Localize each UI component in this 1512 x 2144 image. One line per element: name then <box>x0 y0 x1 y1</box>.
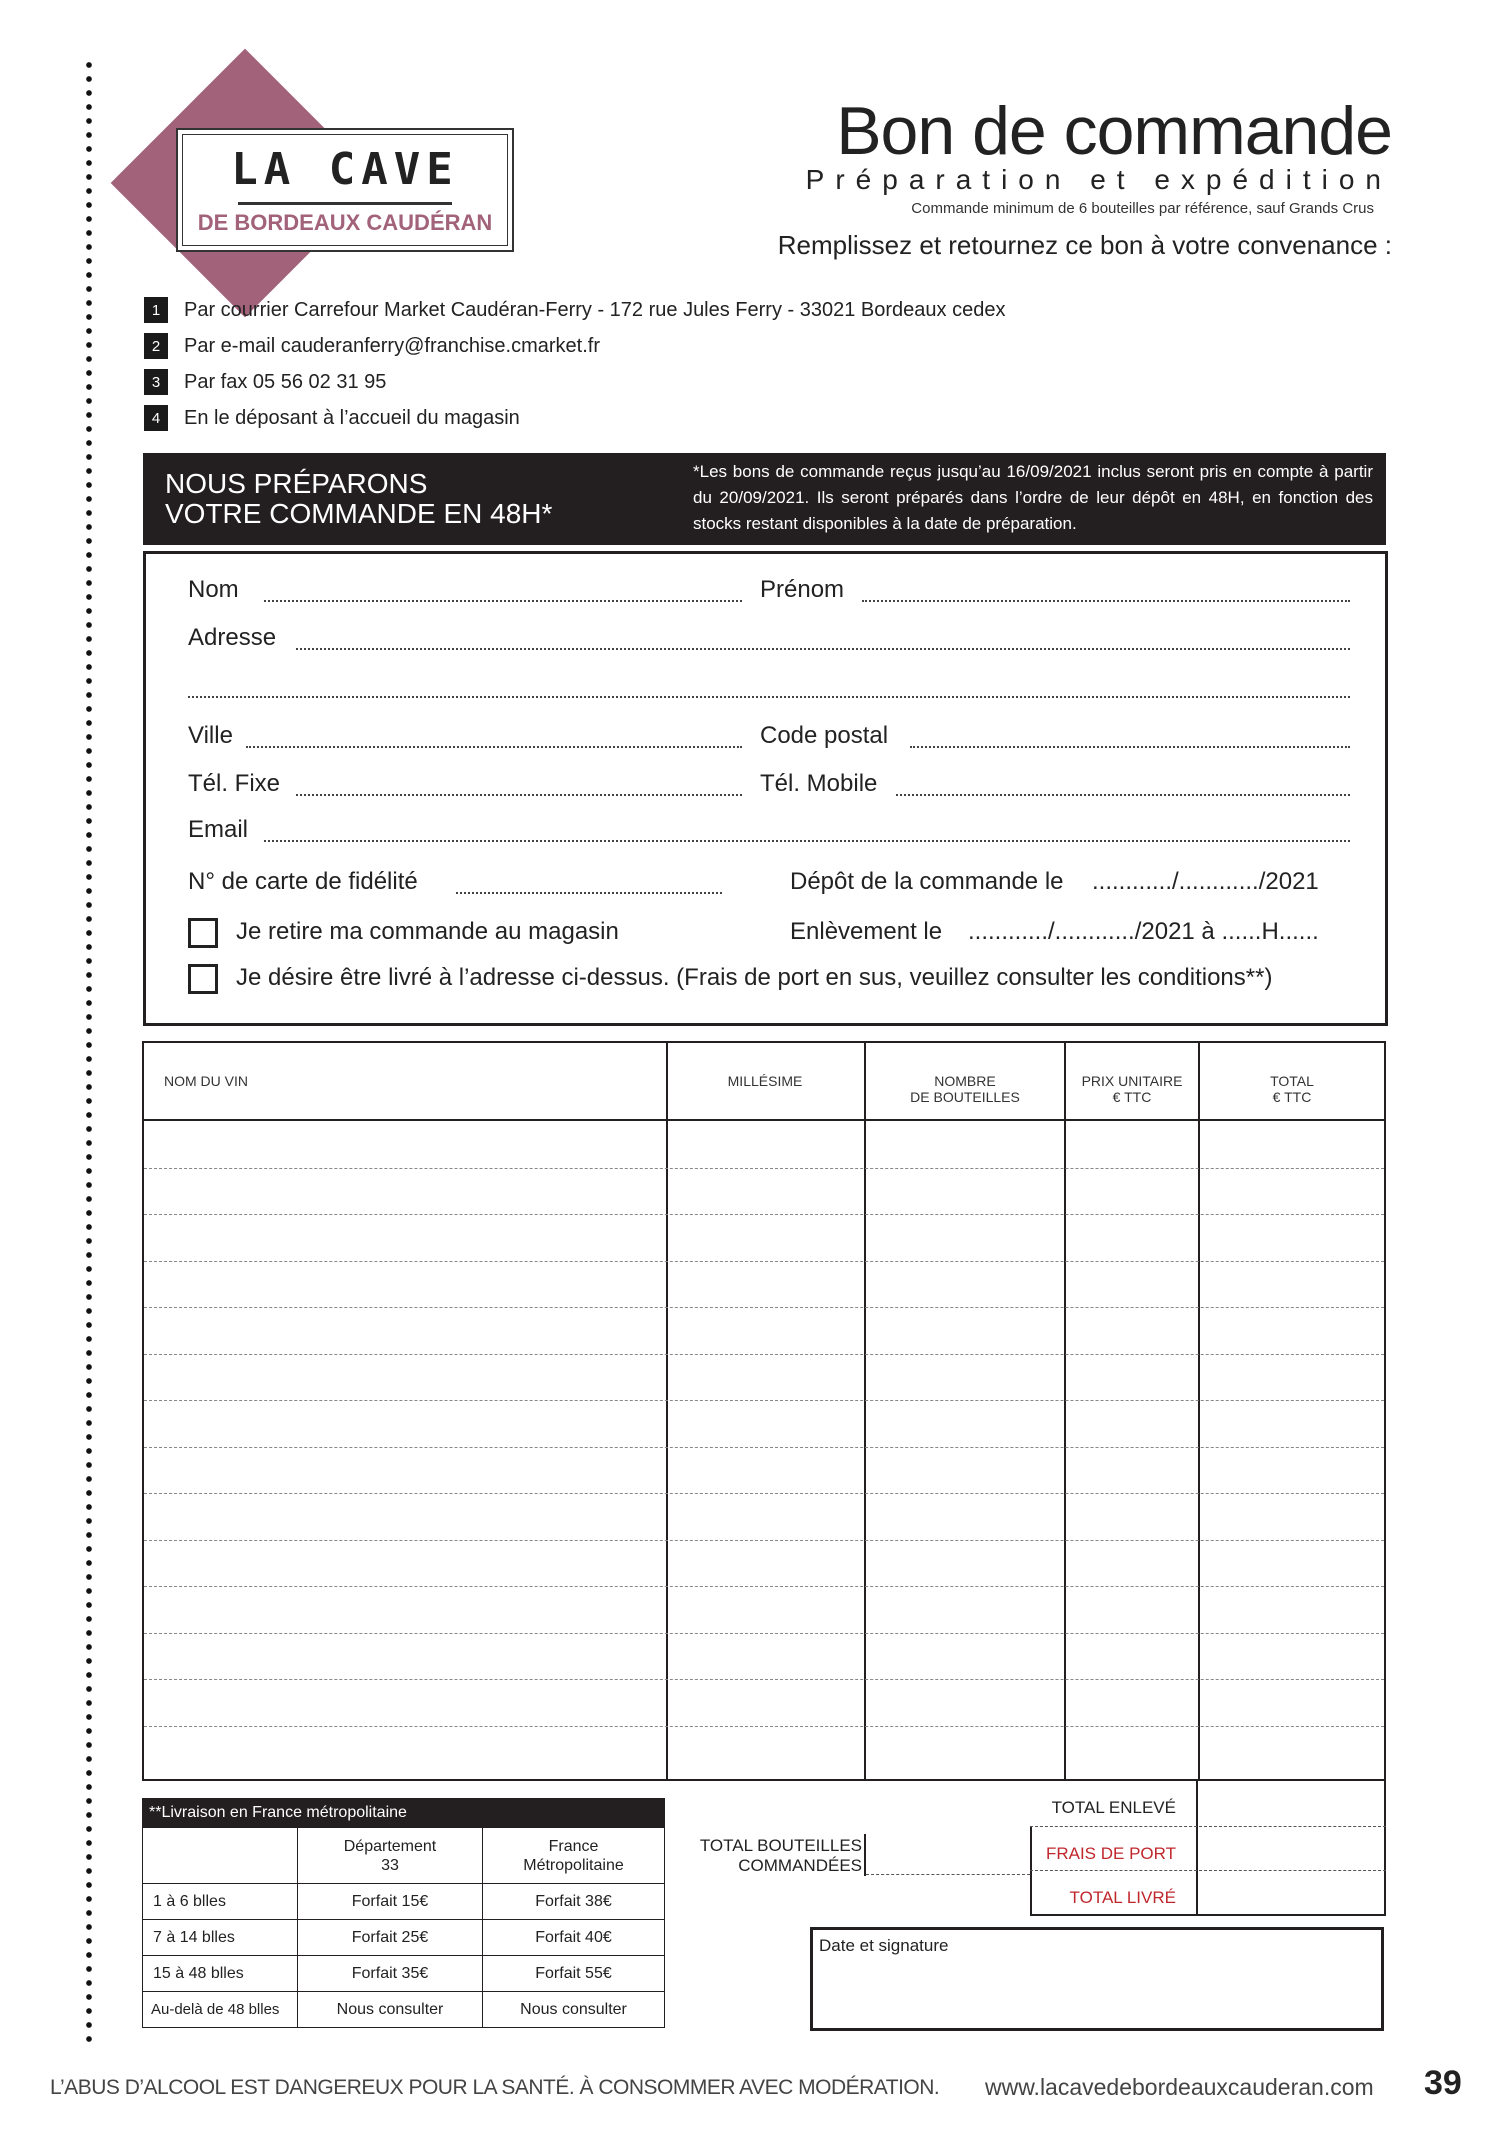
code-postal-field[interactable] <box>910 744 1350 748</box>
method-text: Par courrier Carrefour Market Caudéran-Ferry - 172 rue Jules Ferry - 33021 Bordeaux cedex <box>184 298 1006 321</box>
header-prix-unitaire <box>1066 1073 1198 1105</box>
shipping-head-fr <box>483 1828 665 1884</box>
retire-label: Je retire ma commande au magasin <box>236 918 619 945</box>
method-text: Par e-mail cauderanferry@franchise.cmarket.fr <box>184 334 600 357</box>
method-number: 4 <box>144 405 168 431</box>
total-line: TOTAL BOUTEILLES <box>699 1836 862 1855</box>
logo-title: LA CAVE <box>231 144 459 195</box>
shipping-row <box>143 1956 665 1992</box>
logo-rule <box>238 202 452 205</box>
table-row[interactable] <box>144 1400 1384 1402</box>
header-nom-du-vin: NOM DU VIN <box>164 1073 248 1089</box>
code-postal-label: Code postal <box>760 722 889 749</box>
tel-fixe-field[interactable] <box>296 792 742 796</box>
total-bouteilles-field[interactable] <box>866 1874 1030 1876</box>
total-line: COMMANDÉES <box>738 1856 862 1875</box>
shipping-row-label: Au-delà de 48 blles <box>143 1992 298 2028</box>
depot-date-field[interactable]: ............/............/2021 <box>1092 868 1319 895</box>
banner-title <box>165 469 552 529</box>
prenom-label: Prénom <box>760 576 845 603</box>
customer-form <box>143 551 1388 1026</box>
prenom-field[interactable] <box>862 598 1350 602</box>
header-line: € TTC <box>1272 1089 1312 1105</box>
page-title: Bon de commande <box>836 93 1392 169</box>
shipping-fr-price: Forfait 40€ <box>483 1920 665 1956</box>
instructions-text: Remplissez et retournez ce bon à votre convenance : <box>777 230 1392 260</box>
livraison-label: Je désire être livré à l’adresse ci-dessus. (Frais de port en sus, veuillez consulter les conditions**) <box>236 964 1273 991</box>
adresse-field-line-2[interactable] <box>188 694 1350 698</box>
shipping-caption: **Livraison en France métropolitaine <box>143 1799 665 1828</box>
shipping-row <box>143 1884 665 1920</box>
logo-subtitle: DE BORDEAUX CAUDÉRAN <box>197 210 493 235</box>
shipping-row-label: 1 à 6 blles <box>143 1884 298 1920</box>
signature-box[interactable] <box>810 1927 1384 2031</box>
email-label: Email <box>188 816 249 843</box>
header-millesime: MILLÉSIME <box>727 1073 803 1089</box>
order-table <box>142 1041 1386 1781</box>
shipping-row-label: 7 à 14 blles <box>143 1920 298 1956</box>
shipping-row-label: 15 à 48 blles <box>143 1956 298 1992</box>
column-divider <box>864 1043 866 1779</box>
shipping-fr-price: Nous consulter <box>483 1992 665 2028</box>
health-warning: L’ABUS D’ALCOOL EST DANGEREUX POUR LA SANTÉ. À CONSOMMER AVEC MODÉRATION. <box>50 2076 940 2099</box>
table-row[interactable] <box>144 1726 1384 1728</box>
table-row[interactable] <box>144 1261 1384 1263</box>
total-enleve-label: TOTAL ENLEVÉ <box>1051 1798 1176 1817</box>
banner-line-2: VOTRE COMMANDE EN 48H* <box>165 498 553 529</box>
method-text: Par fax 05 56 02 31 95 <box>184 370 387 393</box>
totals-right-border <box>1384 1781 1386 1916</box>
header-line: € TTC <box>1112 1089 1152 1105</box>
page-number: 39 <box>1424 2064 1462 2102</box>
head-line: Département <box>343 1837 437 1855</box>
table-row[interactable] <box>144 1168 1384 1170</box>
ville-label: Ville <box>188 722 233 749</box>
header-nombre-bouteilles <box>866 1073 1064 1105</box>
table-row[interactable] <box>144 1447 1384 1449</box>
table-row[interactable] <box>144 1307 1384 1309</box>
retire-checkbox[interactable] <box>188 918 218 948</box>
head-line: 33 <box>381 1856 399 1874</box>
spiral-binding <box>84 58 94 2048</box>
shipping-dep-price: Forfait 35€ <box>298 1956 483 1992</box>
minimum-order-note: Commande minimum de 6 bouteilles par référence, sauf Grands Crus <box>911 200 1374 217</box>
shipping-corner <box>143 1828 298 1884</box>
totals-row-line <box>1030 1826 1386 1828</box>
header-line: DE BOUTEILLES <box>910 1089 1020 1105</box>
signature-label: Date et signature <box>819 1936 949 1955</box>
method-number: 3 <box>144 369 168 395</box>
header-line: PRIX UNITAIRE <box>1081 1073 1183 1089</box>
carte-fidelite-label: N° de carte de fidélité <box>188 868 418 895</box>
email-field[interactable] <box>264 838 1350 842</box>
table-row[interactable] <box>144 1540 1384 1542</box>
method-store <box>144 404 520 432</box>
method-fax <box>144 368 386 396</box>
totals-bottom-line <box>1030 1914 1386 1916</box>
table-row[interactable] <box>144 1586 1384 1588</box>
shipping-row <box>143 1992 665 2028</box>
tel-fixe-label: Tél. Fixe <box>188 770 281 797</box>
method-email <box>144 332 600 360</box>
adresse-field[interactable] <box>296 646 1350 650</box>
shipping-dep-price: Forfait 25€ <box>298 1920 483 1956</box>
shipping-row <box>143 1920 665 1956</box>
table-row[interactable] <box>144 1493 1384 1495</box>
preparation-banner <box>143 453 1386 545</box>
shipping-head-dep <box>298 1828 483 1884</box>
livraison-checkbox[interactable] <box>188 964 218 994</box>
website-url[interactable]: www.lacavedebordeauxcauderan.com <box>985 2074 1374 2100</box>
logo <box>176 128 514 252</box>
tel-mobile-field[interactable] <box>896 792 1350 796</box>
frais-de-port-label: FRAIS DE PORT <box>1045 1844 1176 1863</box>
header-rule <box>144 1119 1384 1121</box>
depot-label: Dépôt de la commande le <box>790 868 1064 895</box>
column-divider <box>666 1043 668 1779</box>
nom-field[interactable] <box>264 598 742 602</box>
header-total <box>1200 1073 1384 1105</box>
adresse-label: Adresse <box>188 624 277 651</box>
header-line: NOMBRE <box>934 1073 996 1089</box>
column-divider <box>1064 1043 1066 1779</box>
enlevement-date-field[interactable]: ............/............/2021 à ......H...... <box>968 918 1319 945</box>
method-number: 2 <box>144 333 168 359</box>
shipping-fr-price: Forfait 55€ <box>483 1956 665 1992</box>
shipping-dep-price: Nous consulter <box>298 1992 483 2028</box>
total-bouteilles-divider <box>864 1834 866 1876</box>
table-row[interactable] <box>144 1679 1384 1681</box>
head-line: France <box>548 1837 599 1855</box>
carte-fidelite-field[interactable] <box>456 890 722 894</box>
shipping-dep-price: Forfait 15€ <box>298 1884 483 1920</box>
tel-mobile-label: Tél. Mobile <box>760 770 878 797</box>
total-livre-label: TOTAL LIVRÉ <box>1069 1888 1176 1907</box>
totals-row-line <box>1030 1870 1386 1872</box>
table-row[interactable] <box>144 1214 1384 1216</box>
table-row[interactable] <box>144 1633 1384 1635</box>
table-row[interactable] <box>144 1354 1384 1356</box>
head-line: Métropolitaine <box>523 1856 624 1874</box>
method-text: En le déposant à l’accueil du magasin <box>184 406 520 429</box>
enlevement-label: Enlèvement le <box>790 918 943 945</box>
method-mail <box>144 296 1005 324</box>
nom-label: Nom <box>188 576 239 603</box>
page-subtitle: Préparation et expédition <box>805 164 1392 195</box>
method-number: 1 <box>144 297 168 323</box>
totals-value-divider <box>1196 1781 1198 1916</box>
shipping-fr-price: Forfait 38€ <box>483 1884 665 1920</box>
shipping-table <box>142 1798 665 2028</box>
total-bouteilles-label <box>690 1836 862 1876</box>
header-line: TOTAL <box>1270 1073 1314 1089</box>
banner-note: *Les bons de commande reçus jusqu’au 16/09/2021 inclus seront pris en compte à partir du 20/09/2021. Ils seront préparés dans l’ordre de leur dépôt en 48H, en fonction des stocks restant disponibles à la date de préparation. <box>693 462 1373 533</box>
banner-line-1: NOUS PRÉPARONS <box>165 468 428 499</box>
column-divider <box>1198 1043 1200 1779</box>
ville-field[interactable] <box>246 744 742 748</box>
